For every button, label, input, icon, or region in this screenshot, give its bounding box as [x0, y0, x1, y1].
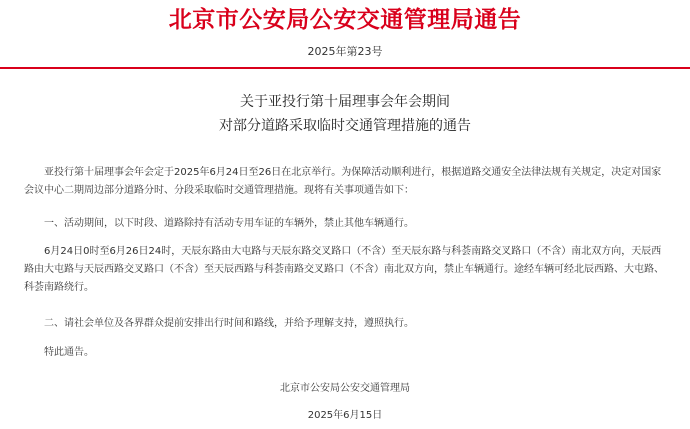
notice-title-line-2: 对部分道路采取临时交通管理措施的通告 — [219, 118, 471, 134]
paragraph-closing: 特此通告。 — [44, 347, 94, 358]
signature-organization: 北京市公安局公安交通管理局 — [280, 383, 410, 394]
paragraph-road-closure-details: 6月24日0时至6月26日24时，天辰东路由大屯路与天辰东路交叉路口（不含）至天辰东路与科荟南路交叉路口（不含）南北双方向，天辰西路由大屯路与天辰西路交叉路口（不含）至天辰西路与科荟南路交叉路口（不含）南北双方向，禁止车辆通行。途经车辆可经北辰西路、大屯路、科荟南路绕行。 — [24, 246, 664, 293]
red-divider-line — [0, 67, 690, 69]
paragraph-intro: 亚投行第十届理事会年会定于2025年6月24日至26日在北京举行。为保障活动顺利进行，根据道路交通安全法律法规有关规定，决定对国家会议中心二期周边部分道路分时、分段采取临时交通管理措施。现将有关事项通告如下： — [24, 167, 662, 196]
issuer-header-title: 北京市公安局公安交通管理局通告 — [168, 7, 522, 33]
notice-title-line-1: 关于亚投行第十届理事会年会期间 — [240, 94, 450, 110]
signature-date: 2025年6月15日 — [307, 410, 383, 421]
paragraph-item-2: 二、请社会单位及各界群众提前安排出行时间和路线，并给予理解支持，遵照执行。 — [44, 318, 414, 329]
paragraph-item-1: 一、活动期间，以下时段、道路除持有活动专用车证的车辆外，禁止其他车辆通行。 — [44, 218, 414, 229]
document-number: 2025年第23号 — [307, 45, 383, 58]
